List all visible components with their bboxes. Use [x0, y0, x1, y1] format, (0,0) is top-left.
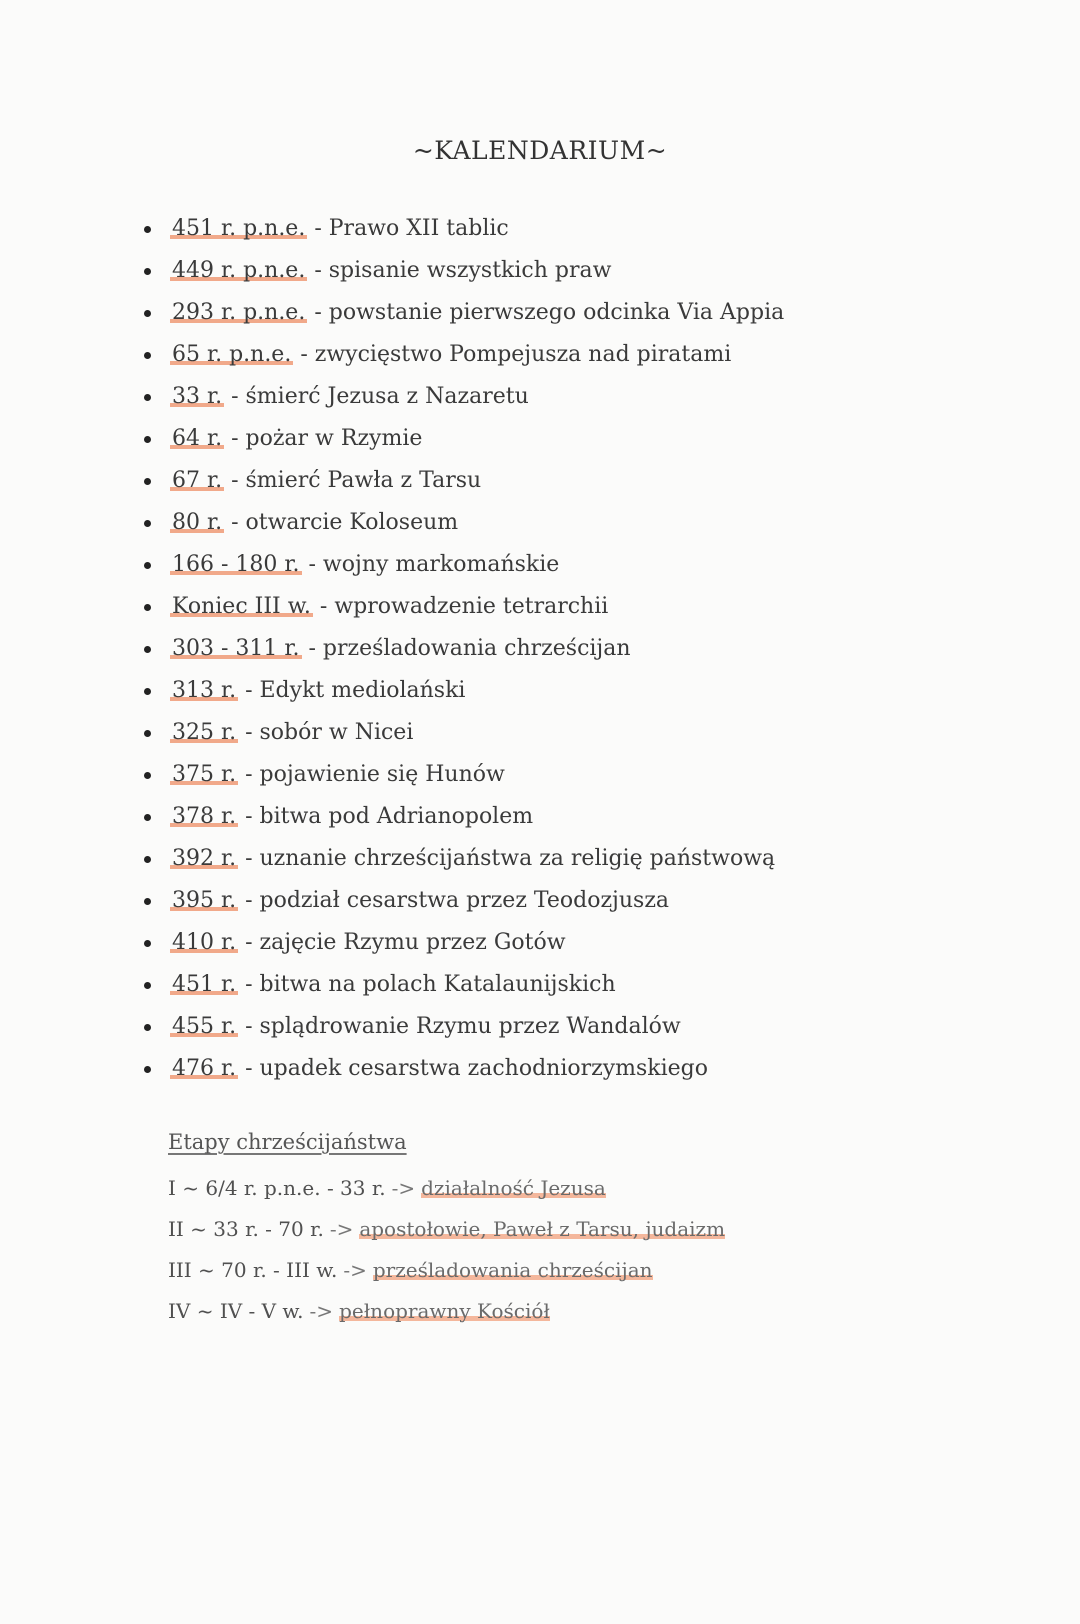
bullet-icon [144, 730, 151, 737]
timeline-event: prześladowania chrześcijan [322, 636, 631, 661]
stage-description: działalność Jezusa [421, 1176, 606, 1200]
timeline-entry: 410 r. - zajęcie Rzymu przez Gotów [172, 930, 566, 955]
bullet-icon [144, 562, 151, 569]
timeline-date: 451 r. [172, 972, 237, 997]
timeline-entry: 455 r. - splądrowanie Rzymu przez Wandalów [172, 1014, 681, 1039]
timeline-event: pojawienie się Hunów [259, 762, 505, 787]
timeline-entry: 392 r. - uznanie chrześcijaństwa za religię państwową [172, 846, 776, 871]
timeline-entry: 303 - 311 r. - prześladowania chrześcijan [172, 636, 631, 661]
timeline-event: wojny markomańskie [322, 552, 560, 577]
bullet-icon [144, 604, 151, 611]
timeline-event: spisanie wszystkich praw [328, 258, 612, 283]
timeline-event: zajęcie Rzymu przez Gotów [259, 930, 566, 955]
timeline-entry: 378 r. - bitwa pod Adrianopolem [172, 804, 534, 829]
bullet-icon [144, 394, 151, 401]
timeline-event: sobór w Nicei [259, 720, 414, 745]
timeline-entry: 67 r. - śmierć Pawła z Tarsu [172, 468, 482, 493]
timeline-date: 375 r. [172, 762, 237, 787]
stages-heading: Etapy chrześcijaństwa [168, 1130, 407, 1154]
stage-row [168, 1291, 725, 1332]
timeline-date: 378 r. [172, 804, 237, 829]
bullet-icon [144, 1024, 151, 1031]
timeline-entry: 476 r. - upadek cesarstwa zachodniorzymskiego [172, 1056, 709, 1081]
arrow-icon: -> [309, 1299, 334, 1323]
timeline-entry: 395 r. - podział cesarstwa przez Teodozjusza [172, 888, 670, 913]
timeline-date: 449 r. p.n.e. [172, 258, 306, 283]
stage-period: I ~ 6/4 r. p.n.e. - 33 r. [168, 1176, 386, 1200]
timeline-event: podział cesarstwa przez Teodozjusza [259, 888, 670, 913]
timeline-event: bitwa pod Adrianopolem [259, 804, 534, 829]
timeline-entry: 451 r. - bitwa na polach Katalaunijskich [172, 972, 616, 997]
timeline-event: otwarcie Koloseum [245, 510, 459, 535]
bullet-icon [144, 856, 151, 863]
stage-row [168, 1168, 725, 1209]
bullet-icon [144, 520, 151, 527]
timeline-event: uznanie chrześcijaństwa za religię państwową [259, 846, 776, 871]
timeline-date: 67 r. [172, 468, 223, 493]
timeline-entry: 449 r. p.n.e. - spisanie wszystkich praw [172, 258, 612, 283]
timeline-event: Edykt mediolański [259, 678, 466, 703]
timeline-entry: 325 r. - sobór w Nicei [172, 720, 414, 745]
timeline-event: śmierć Pawła z Tarsu [245, 468, 482, 493]
bullet-icon [144, 352, 151, 359]
timeline-date: 395 r. [172, 888, 237, 913]
timeline-date: 303 - 311 r. [172, 636, 300, 661]
timeline-entry: 451 r. p.n.e. - Prawo XII tablic [172, 216, 509, 241]
timeline-event: pożar w Rzymie [245, 426, 423, 451]
bullet-icon [144, 898, 151, 905]
timeline-entry: 64 r. - pożar w Rzymie [172, 426, 423, 451]
bullet-icon [144, 814, 151, 821]
timeline-date: Koniec III w. [172, 594, 311, 619]
bullet-icon [144, 478, 151, 485]
timeline-entry: Koniec III w. - wprowadzenie tetrarchii [172, 594, 609, 619]
timeline-event: bitwa na polach Katalaunijskich [259, 972, 616, 997]
stage-row [168, 1209, 725, 1250]
stage-description: apostołowie, Paweł z Tarsu, judaizm [359, 1217, 726, 1241]
bullet-icon [144, 436, 151, 443]
timeline-entry: 80 r. - otwarcie Koloseum [172, 510, 459, 535]
arrow-icon: -> [343, 1258, 367, 1282]
bullet-icon [144, 772, 151, 779]
bullet-icon [144, 940, 151, 947]
timeline-entry: 375 r. - pojawienie się Hunów [172, 762, 505, 787]
bullet-icon [144, 646, 151, 653]
bullet-icon [144, 310, 151, 317]
timeline-event: splądrowanie Rzymu przez Wandalów [259, 1014, 681, 1039]
timeline-date: 33 r. [172, 384, 223, 409]
timeline-event: powstanie pierwszego odcinka Via Appia [328, 300, 785, 325]
timeline-date: 451 r. p.n.e. [172, 216, 306, 241]
timeline-entry: 293 r. p.n.e. - powstanie pierwszego odcinka Via Appia [172, 300, 785, 325]
bullet-icon [144, 982, 151, 989]
timeline-date: 80 r. [172, 510, 223, 535]
arrow-icon: -> [329, 1217, 354, 1241]
stage-description: prześladowania chrześcijan [372, 1258, 653, 1282]
timeline-date: 64 r. [172, 426, 223, 451]
stage-period: IV ~ IV - V w. [168, 1299, 304, 1323]
timeline-entry: 166 - 180 r. - wojny markomańskie [172, 552, 560, 577]
stage-row [168, 1250, 725, 1291]
timeline-entry: 313 r. - Edykt mediolański [172, 678, 466, 703]
stage-period: II ~ 33 r. - 70 r. [168, 1217, 324, 1241]
timeline-event: wprowadzenie tetrarchii [334, 594, 609, 619]
timeline-entry: 65 r. p.n.e. - zwycięstwo Pompejusza nad piratami [172, 342, 732, 367]
timeline-date: 392 r. [172, 846, 237, 871]
timeline-event: upadek cesarstwa zachodniorzymskiego [259, 1056, 709, 1081]
stage-period: III ~ 70 r. - III w. [168, 1258, 338, 1282]
timeline-date: 293 r. p.n.e. [172, 300, 306, 325]
timeline-date: 455 r. [172, 1014, 237, 1039]
timeline-event: Prawo XII tablic [328, 216, 509, 241]
bullet-icon [144, 226, 151, 233]
timeline-entry: 33 r. - śmierć Jezusa z Nazaretu [172, 384, 529, 409]
timeline-event: zwycięstwo Pompejusza nad piratami [314, 342, 732, 367]
bullet-icon [144, 1066, 151, 1073]
page-title: ~KALENDARIUM~ [412, 136, 668, 165]
timeline-date: 166 - 180 r. [172, 552, 300, 577]
arrow-icon: -> [391, 1176, 416, 1200]
stages-list [168, 1168, 725, 1332]
timeline-date: 476 r. [172, 1056, 237, 1081]
timeline-date: 410 r. [172, 930, 237, 955]
timeline-date: 313 r. [172, 678, 237, 703]
timeline-date: 65 r. p.n.e. [172, 342, 292, 367]
bullet-icon [144, 268, 151, 275]
timeline-event: śmierć Jezusa z Nazaretu [245, 384, 529, 409]
bullet-icon [144, 688, 151, 695]
stage-description: pełnoprawny Kościół [339, 1299, 550, 1323]
timeline-date: 325 r. [172, 720, 237, 745]
stages-section [168, 1130, 725, 1332]
